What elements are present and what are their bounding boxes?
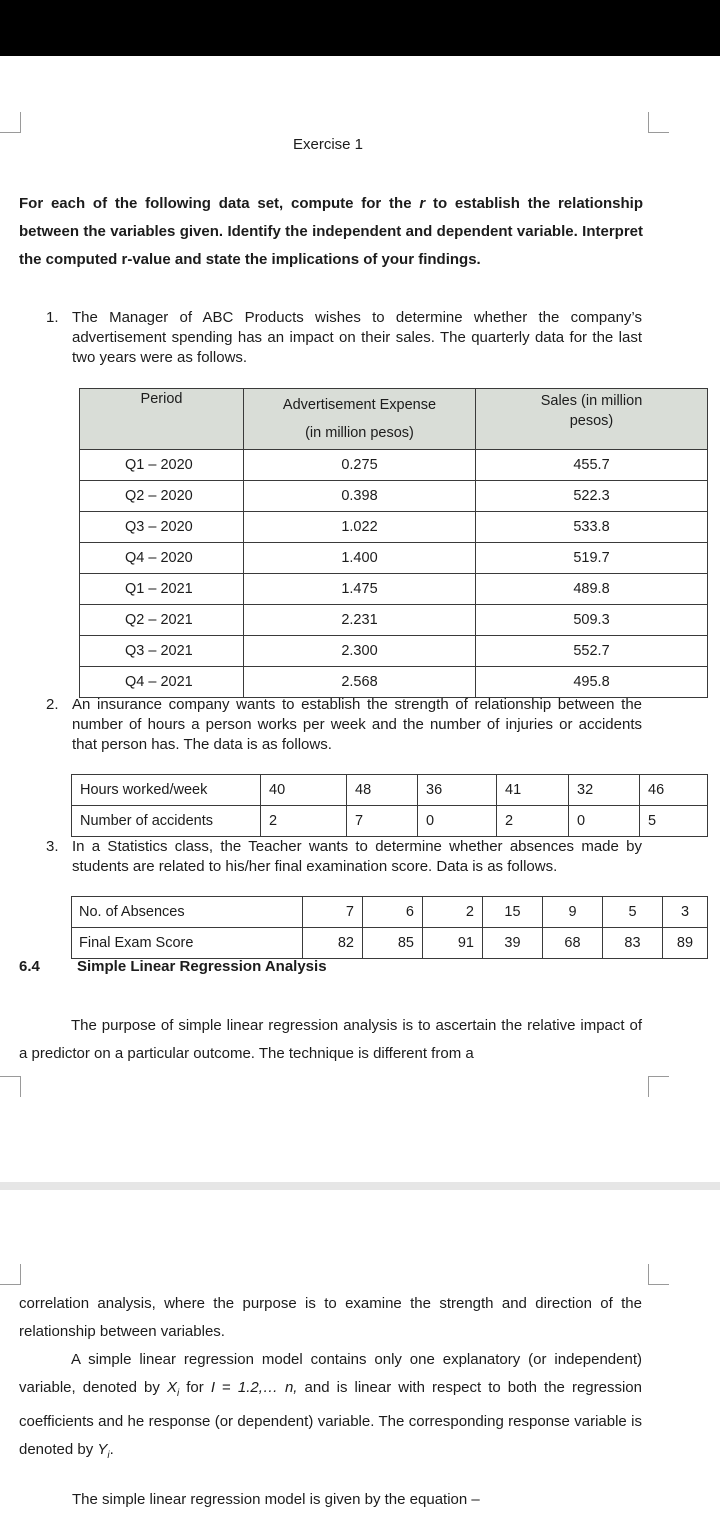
cell: 82 <box>303 928 363 959</box>
cell-expense: 0.398 <box>244 481 476 512</box>
table-row <box>80 636 708 667</box>
item-number: 1. <box>46 309 59 326</box>
cell: 83 <box>603 928 663 959</box>
cell: 46 <box>640 775 708 806</box>
table-row <box>72 897 708 928</box>
table-row <box>80 574 708 605</box>
cell: 2 <box>423 897 483 928</box>
status-bar <box>0 0 720 56</box>
crop-mark-top-right <box>648 1264 669 1285</box>
cell-expense: 1.022 <box>244 512 476 543</box>
correlation-paragraph: correlation analysis, where the purpose is to examine the strength and direction of the relationship between variables. <box>19 1295 642 1340</box>
exercise-title: Exercise 1 <box>292 136 364 153</box>
cell: 5 <box>640 806 708 837</box>
instructions-text-a: For each of the following data set, compute for the <box>19 195 420 212</box>
cell: 0 <box>569 806 640 837</box>
text-segment: . <box>109 1441 114 1458</box>
document-page-2 <box>0 1190 720 1520</box>
range-text: 1.2,… n, <box>237 1379 298 1396</box>
cell: 7 <box>347 806 418 837</box>
i-symbol: I <box>210 1379 215 1396</box>
cell-sales: 495.8 <box>476 667 708 698</box>
row-label: Final Exam Score <box>72 928 303 959</box>
header-sales: Sales (in million pesos) <box>476 389 708 450</box>
item-text: An insurance company wants to establish the strength of relationship between the number of hours a person works per week and the number of injuries or accidents that person has. The data is as follows. <box>72 696 642 753</box>
header-period: Period <box>80 389 244 450</box>
xi-symbol: $X_i$ <box>166 1379 180 1399</box>
cell: 85 <box>363 928 423 959</box>
hours-accidents-table <box>71 774 708 837</box>
cell-expense: 2.568 <box>244 667 476 698</box>
table-row <box>80 481 708 512</box>
exercise-item-3 <box>46 837 642 877</box>
cell-expense: 0.275 <box>244 450 476 481</box>
row-label: No. of Absences <box>72 897 303 928</box>
crop-mark-top-left <box>0 112 21 133</box>
table-row <box>72 775 708 806</box>
cell-expense: 2.300 <box>244 636 476 667</box>
cell-expense: 2.231 <box>244 605 476 636</box>
r-symbol: r <box>419 195 426 212</box>
table-row <box>80 512 708 543</box>
cell-sales: 533.8 <box>476 512 708 543</box>
cell-period: Q3 – 2021 <box>80 636 244 667</box>
cell-period: Q4 – 2020 <box>80 543 244 574</box>
cell-sales: 509.3 <box>476 605 708 636</box>
cell-period: Q1 – 2021 <box>80 574 244 605</box>
table-row <box>80 605 708 636</box>
row-label: Hours worked/week <box>72 775 261 806</box>
cell-period: Q2 – 2021 <box>80 605 244 636</box>
exercise-instructions <box>19 190 643 274</box>
text-segment: for <box>179 1379 211 1396</box>
section-title: Simple Linear Regression Analysis <box>77 958 327 975</box>
cell: 91 <box>423 928 483 959</box>
table-row <box>80 667 708 698</box>
document-page-1 <box>0 56 720 1182</box>
cell: 0 <box>418 806 497 837</box>
cell: 2 <box>261 806 347 837</box>
text-segment: and is linear with respect to both the regression coefficients and he response (or dependent) variable. The corresponding response variable is denoted by <box>19 1379 642 1458</box>
cell-sales: 489.8 <box>476 574 708 605</box>
crop-mark-top-right <box>648 112 669 133</box>
cell: 15 <box>483 897 543 928</box>
absences-scores-table <box>71 896 708 959</box>
row-label: Number of accidents <box>72 806 261 837</box>
crop-mark-bottom-right <box>648 1076 669 1097</box>
cell: 48 <box>347 775 418 806</box>
item-number: 2. <box>46 696 59 713</box>
cell-period: Q2 – 2020 <box>80 481 244 512</box>
yi-symbol: $Y_i$ <box>97 1441 110 1461</box>
cell-sales: 552.7 <box>476 636 708 667</box>
table-row <box>72 928 708 959</box>
cell: 9 <box>543 897 603 928</box>
cell: 5 <box>603 897 663 928</box>
cell: 39 <box>483 928 543 959</box>
cell: 40 <box>261 775 347 806</box>
cell: 36 <box>418 775 497 806</box>
cell: 2 <box>497 806 569 837</box>
exercise-item-1 <box>46 308 642 368</box>
crop-mark-top-left <box>0 1264 21 1285</box>
cell-sales: 455.7 <box>476 450 708 481</box>
cell-period: Q1 – 2020 <box>80 450 244 481</box>
regression-intro-paragraph: The purpose of simple linear regression analysis is to ascertain the relative impact of a predictor on a particular outcome. The technique is different from a <box>19 1017 642 1062</box>
equation-intro-paragraph: The simple linear regression model is given by the equation – <box>72 1491 480 1508</box>
page-separator <box>0 1182 720 1190</box>
table-row <box>72 806 708 837</box>
cell: 3 <box>663 897 708 928</box>
section-number: 6.4 <box>19 958 40 975</box>
header-advertisement-expense: Advertisement Expense (in million pesos) <box>244 389 476 450</box>
cell: 32 <box>569 775 640 806</box>
cell: 89 <box>663 928 708 959</box>
item-number: 3. <box>46 838 59 855</box>
instructions-text-b: to establish the relationship between the variables given. Identify the independent and dependent variable. Interpret the computed r-value and state the implications of your findings. <box>19 195 643 268</box>
cell-sales: 522.3 <box>476 481 708 512</box>
cell: 41 <box>497 775 569 806</box>
cell: 7 <box>303 897 363 928</box>
model-description-paragraph <box>19 1346 642 1470</box>
cell: 6 <box>363 897 423 928</box>
item-text: The Manager of ABC Products wishes to determine whether the company’s advertisement spending has an impact on their sales. The quarterly data for the last two years were as follows. <box>72 309 642 366</box>
cell-period: Q3 – 2020 <box>80 512 244 543</box>
exercise-item-2 <box>46 695 642 755</box>
table-row <box>80 450 708 481</box>
cell-period: Q4 – 2021 <box>80 667 244 698</box>
cell: 68 <box>543 928 603 959</box>
cell-sales: 519.7 <box>476 543 708 574</box>
cell-expense: 1.400 <box>244 543 476 574</box>
text-segment: = <box>214 1379 238 1396</box>
table-header-row <box>80 389 708 450</box>
item-text: In a Statistics class, the Teacher wants to determine whether absences made by students are related to his/her final examination score. Data is as follows. <box>72 838 642 875</box>
cell-expense: 1.475 <box>244 574 476 605</box>
crop-mark-bottom-left <box>0 1076 21 1097</box>
table-row <box>80 543 708 574</box>
advertisement-sales-table <box>79 388 708 698</box>
text-segment: A simple linear regression model contains only one explanatory (or independent) variable, denoted by <box>19 1351 642 1396</box>
